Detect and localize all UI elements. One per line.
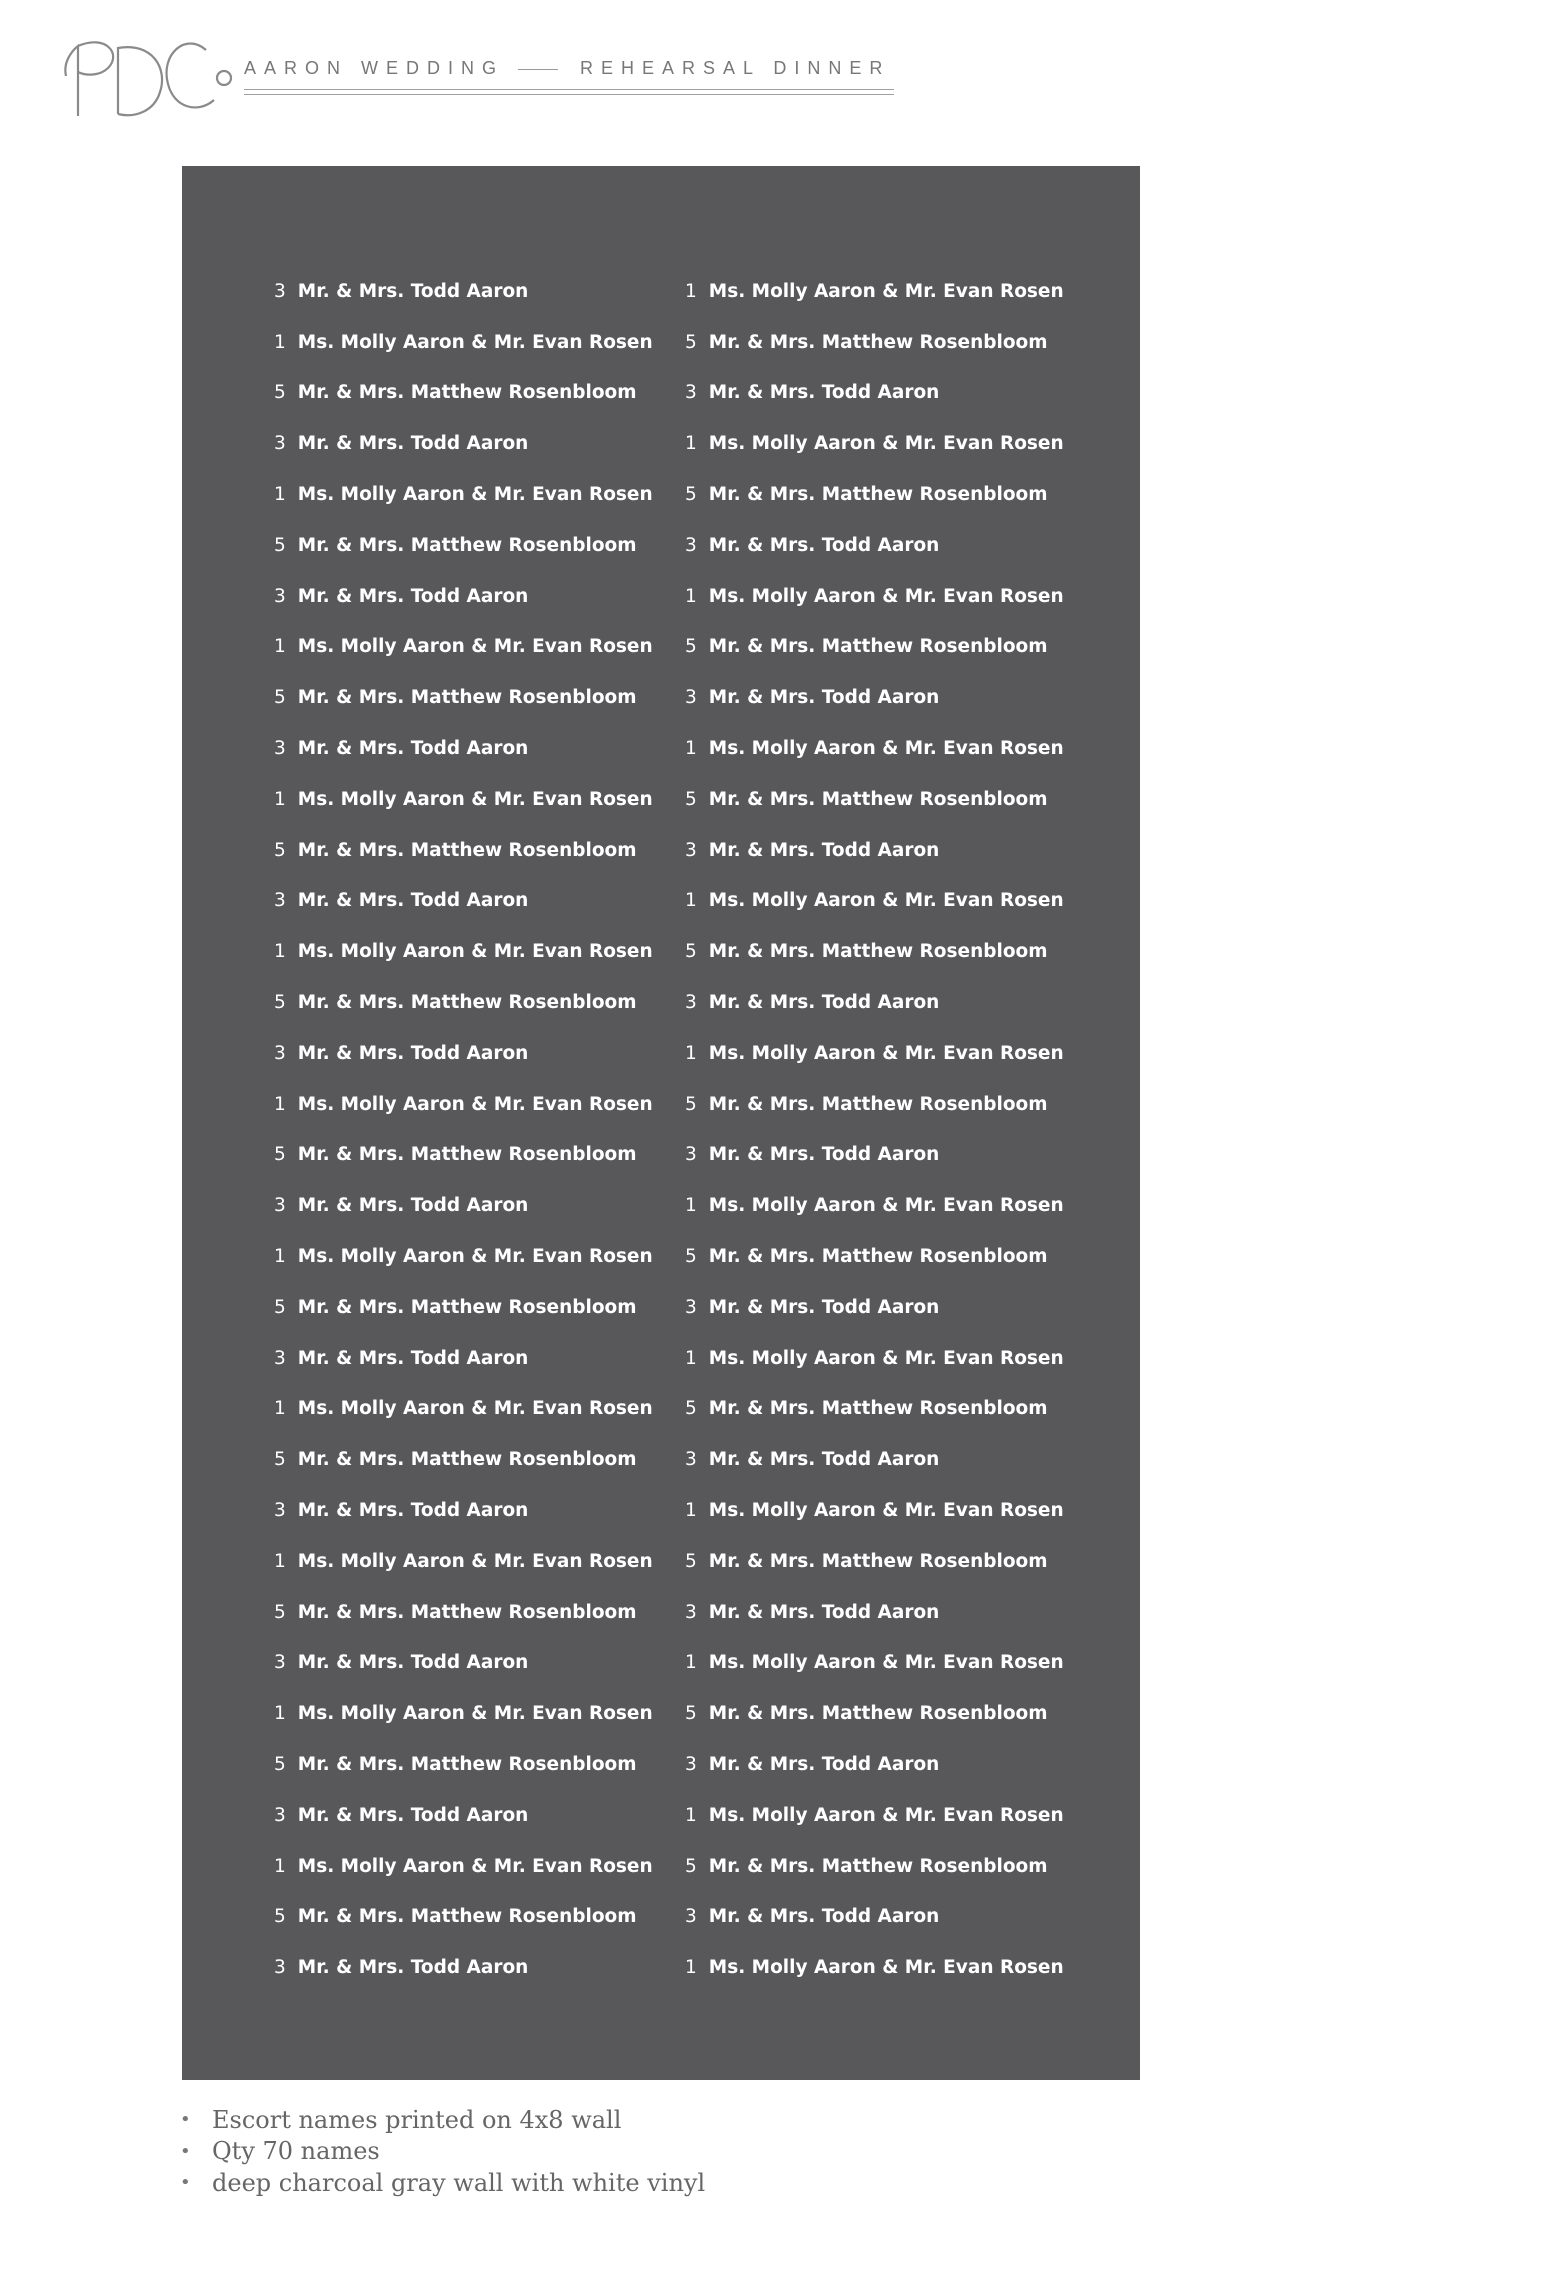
table-number: 1 — [274, 941, 286, 963]
escort-entry — [274, 1130, 653, 1181]
table-number: 5 — [274, 1906, 286, 1928]
guest-names: Ms. Molly Aaron & Mr. Evan Rosen — [297, 1855, 653, 1877]
guest-names: Ms. Molly Aaron & Mr. Evan Rosen — [708, 585, 1064, 607]
guest-names: Mr. & Mrs. Todd Aaron — [708, 1754, 940, 1775]
escort-entry — [274, 1485, 653, 1536]
table-number: 5 — [685, 1703, 697, 1725]
table-number: 5 — [685, 941, 697, 963]
table-number: 1 — [685, 1500, 697, 1522]
guest-names: Ms. Molly Aaron & Mr. Evan Rosen — [297, 636, 653, 658]
title-dash — [518, 69, 558, 70]
guest-names: Mr. & Mrs. Todd Aaron — [297, 1042, 529, 1064]
escort-entry — [274, 1384, 653, 1435]
escort-entry — [274, 1892, 653, 1943]
table-number: 3 — [274, 1652, 286, 1674]
table-number: 3 — [274, 1500, 286, 1522]
table-number: 3 — [685, 1754, 697, 1775]
escort-entry — [274, 266, 653, 317]
table-number: 5 — [685, 1093, 697, 1115]
guest-names: Ms. Molly Aaron & Mr. Evan Rosen — [708, 280, 1064, 302]
escort-entry — [274, 723, 653, 774]
guest-names: Ms. Molly Aaron & Mr. Evan Rosen — [708, 738, 1064, 760]
note-text: Qty 70 names — [212, 2137, 380, 2166]
guest-names: Mr. & Mrs. Todd Aaron — [297, 585, 529, 607]
table-number: 1 — [274, 1550, 286, 1572]
guest-names: Ms. Molly Aaron & Mr. Evan Rosen — [708, 1804, 1064, 1826]
escort-entry — [274, 418, 653, 469]
escort-entry — [685, 469, 1064, 520]
escort-entry — [274, 1942, 653, 1993]
escort-entry — [685, 1231, 1064, 1282]
escort-entry — [274, 977, 653, 1028]
escort-entry — [685, 1790, 1064, 1841]
table-number: 3 — [274, 1804, 286, 1826]
guest-names: Ms. Molly Aaron & Mr. Evan Rosen — [708, 1042, 1064, 1064]
escort-entry — [274, 368, 653, 419]
guest-names: Mr. & Mrs. Matthew Rosenbloom — [708, 788, 1048, 810]
guest-names: Mr. & Mrs. Matthew Rosenbloom — [708, 1550, 1048, 1572]
guest-names: Ms. Molly Aaron & Mr. Evan Rosen — [297, 484, 653, 506]
guest-names: Mr. & Mrs. Matthew Rosenbloom — [708, 1855, 1048, 1877]
escort-entry — [685, 368, 1064, 419]
escort-entry — [685, 1841, 1064, 1892]
table-number: 5 — [685, 1398, 697, 1420]
escort-entry — [685, 571, 1064, 622]
guest-names: Ms. Molly Aaron & Mr. Evan Rosen — [708, 1957, 1064, 1979]
guest-names: Ms. Molly Aaron & Mr. Evan Rosen — [297, 331, 653, 353]
bullet-icon: • — [180, 2172, 191, 2194]
guest-names: Ms. Molly Aaron & Mr. Evan Rosen — [297, 1246, 653, 1268]
table-number: 3 — [685, 839, 697, 861]
table-number: 5 — [274, 1296, 286, 1318]
header-title — [244, 58, 890, 79]
escort-entry — [274, 317, 653, 368]
guest-names: Mr. & Mrs. Todd Aaron — [708, 839, 940, 861]
guest-names: Mr. & Mrs. Matthew Rosenbloom — [708, 1093, 1048, 1115]
guest-names: Mr. & Mrs. Todd Aaron — [297, 1652, 529, 1674]
guest-names: Mr. & Mrs. Matthew Rosenbloom — [297, 687, 637, 709]
guest-names: Ms. Molly Aaron & Mr. Evan Rosen — [297, 941, 653, 963]
table-number: 1 — [685, 890, 697, 912]
guest-names: Mr. & Mrs. Matthew Rosenbloom — [708, 1246, 1048, 1268]
escort-entry — [274, 1434, 653, 1485]
table-number: 5 — [685, 1855, 697, 1877]
escort-entry — [274, 1180, 653, 1231]
table-number: 5 — [274, 382, 286, 404]
escort-entry — [685, 1638, 1064, 1689]
event-name: REHEARSAL DINNER — [580, 58, 891, 78]
escort-entry — [685, 1892, 1064, 1943]
escort-entry — [685, 1688, 1064, 1739]
guest-names: Mr. & Mrs. Todd Aaron — [297, 433, 529, 455]
guest-names: Mr. & Mrs. Todd Aaron — [708, 1449, 940, 1471]
table-number: 1 — [274, 788, 286, 810]
table-number: 5 — [685, 331, 697, 353]
table-number: 5 — [274, 1144, 286, 1166]
escort-entry — [274, 825, 653, 876]
guest-names: Mr. & Mrs. Matthew Rosenbloom — [297, 992, 637, 1014]
escort-entry — [685, 1384, 1064, 1435]
guest-names: Ms. Molly Aaron & Mr. Evan Rosen — [297, 1703, 653, 1725]
header-rule-bottom — [244, 94, 894, 95]
header-rule-top — [244, 89, 894, 90]
guest-names: Ms. Molly Aaron & Mr. Evan Rosen — [297, 1398, 653, 1420]
escort-entry — [274, 1282, 653, 1333]
escort-entry — [685, 672, 1064, 723]
guest-names: Ms. Molly Aaron & Mr. Evan Rosen — [708, 433, 1064, 455]
notes-list — [180, 2104, 705, 2199]
table-number: 3 — [685, 1296, 697, 1318]
escort-entry — [685, 723, 1064, 774]
escort-entry — [685, 266, 1064, 317]
table-number: 1 — [274, 1703, 286, 1725]
client-name: AARON WEDDING — [244, 58, 505, 78]
guest-names: Mr. & Mrs. Todd Aaron — [708, 1144, 940, 1166]
escort-entry — [685, 1739, 1064, 1790]
guest-names: Mr. & Mrs. Matthew Rosenbloom — [297, 382, 637, 404]
escort-entry — [274, 520, 653, 571]
escort-wall — [182, 166, 1140, 2080]
guest-names: Ms. Molly Aaron & Mr. Evan Rosen — [708, 890, 1064, 912]
guest-names: Ms. Molly Aaron & Mr. Evan Rosen — [297, 788, 653, 810]
pdc-logo — [56, 28, 246, 124]
bullet-icon: • — [180, 2140, 191, 2162]
guest-names: Mr. & Mrs. Matthew Rosenbloom — [297, 839, 637, 861]
escort-entry — [685, 1587, 1064, 1638]
table-number: 1 — [685, 433, 697, 455]
guest-names: Mr. & Mrs. Todd Aaron — [708, 1601, 940, 1623]
escort-entry — [685, 876, 1064, 927]
table-number: 3 — [274, 738, 286, 760]
guest-names: Mr. & Mrs. Matthew Rosenbloom — [708, 1703, 1048, 1725]
escort-entry — [274, 1587, 653, 1638]
escort-entry — [274, 1688, 653, 1739]
guest-names: Mr. & Mrs. Matthew Rosenbloom — [297, 1296, 637, 1318]
table-number: 3 — [685, 534, 697, 556]
left-column — [274, 266, 653, 1993]
escort-entry — [274, 1079, 653, 1130]
guest-names: Mr. & Mrs. Todd Aaron — [708, 687, 940, 709]
table-number: 3 — [685, 687, 697, 709]
guest-names: Mr. & Mrs. Todd Aaron — [297, 280, 529, 302]
table-number: 5 — [274, 1754, 286, 1775]
escort-entry — [685, 1130, 1064, 1181]
escort-entry — [274, 774, 653, 825]
guest-names: Mr. & Mrs. Matthew Rosenbloom — [708, 1398, 1048, 1420]
table-number: 3 — [685, 1906, 697, 1928]
guest-names: Mr. & Mrs. Todd Aaron — [297, 738, 529, 760]
escort-entry — [685, 1180, 1064, 1231]
guest-names: Mr. & Mrs. Matthew Rosenbloom — [297, 534, 637, 556]
table-number: 3 — [685, 992, 697, 1014]
guest-names: Mr. & Mrs. Matthew Rosenbloom — [708, 484, 1048, 506]
table-number: 3 — [685, 1601, 697, 1623]
note-item — [180, 2167, 705, 2199]
escort-entry — [685, 1079, 1064, 1130]
bullet-icon: • — [180, 2109, 191, 2131]
table-number: 1 — [274, 1246, 286, 1268]
table-number: 3 — [274, 1042, 286, 1064]
table-number: 5 — [274, 1449, 286, 1471]
table-number: 3 — [685, 1449, 697, 1471]
guest-names: Mr. & Mrs. Matthew Rosenbloom — [708, 331, 1048, 353]
table-number: 3 — [274, 585, 286, 607]
right-column — [685, 266, 1064, 1993]
table-number: 5 — [685, 484, 697, 506]
escort-entry — [274, 926, 653, 977]
table-number: 1 — [274, 1855, 286, 1877]
escort-entry — [685, 977, 1064, 1028]
table-number: 5 — [685, 1550, 697, 1572]
guest-names: Mr. & Mrs. Matthew Rosenbloom — [708, 636, 1048, 658]
escort-entry — [685, 825, 1064, 876]
escort-entry — [685, 622, 1064, 673]
header — [56, 28, 916, 128]
guest-names: Mr. & Mrs. Todd Aaron — [297, 1195, 529, 1217]
table-number: 1 — [274, 1093, 286, 1115]
escort-entry — [274, 1841, 653, 1892]
table-number: 1 — [685, 1347, 697, 1369]
guest-names: Mr. & Mrs. Todd Aaron — [297, 1957, 529, 1979]
table-number: 5 — [685, 636, 697, 658]
escort-entry — [274, 1739, 653, 1790]
escort-entry — [274, 672, 653, 723]
guest-names: Ms. Molly Aaron & Mr. Evan Rosen — [297, 1550, 653, 1572]
escort-entry — [685, 1485, 1064, 1536]
guest-names: Mr. & Mrs. Matthew Rosenbloom — [297, 1754, 637, 1775]
table-number: 1 — [685, 1042, 697, 1064]
table-number: 1 — [274, 484, 286, 506]
escort-entry — [685, 1333, 1064, 1384]
escort-entry — [274, 469, 653, 520]
note-item — [180, 2104, 705, 2136]
table-number: 1 — [685, 1652, 697, 1674]
guest-names: Mr. & Mrs. Matthew Rosenbloom — [297, 1906, 637, 1928]
table-number: 5 — [685, 1246, 697, 1268]
guest-names: Mr. & Mrs. Matthew Rosenbloom — [297, 1144, 637, 1166]
table-number: 1 — [274, 636, 286, 658]
guest-names: Ms. Molly Aaron & Mr. Evan Rosen — [708, 1652, 1064, 1674]
guest-names: Mr. & Mrs. Matthew Rosenbloom — [708, 941, 1048, 963]
table-number: 1 — [685, 1957, 697, 1979]
escort-entry — [274, 1790, 653, 1841]
note-item — [180, 2136, 705, 2168]
guest-names: Ms. Molly Aaron & Mr. Evan Rosen — [297, 1093, 653, 1115]
guest-names: Mr. & Mrs. Todd Aaron — [708, 382, 940, 404]
table-number: 5 — [685, 788, 697, 810]
table-number: 1 — [685, 738, 697, 760]
table-number: 3 — [274, 890, 286, 912]
escort-entry — [685, 1434, 1064, 1485]
table-number: 1 — [685, 1195, 697, 1217]
escort-entry — [274, 1536, 653, 1587]
escort-entry — [685, 1536, 1064, 1587]
escort-entry — [274, 622, 653, 673]
table-number: 5 — [274, 839, 286, 861]
escort-entry — [685, 418, 1064, 469]
escort-entry — [685, 1942, 1064, 1993]
table-number: 3 — [274, 280, 286, 302]
escort-entry — [274, 1028, 653, 1079]
table-number: 1 — [274, 1398, 286, 1420]
guest-names: Ms. Molly Aaron & Mr. Evan Rosen — [708, 1195, 1064, 1217]
table-number: 5 — [274, 992, 286, 1014]
escort-entry — [685, 520, 1064, 571]
table-number: 1 — [685, 1804, 697, 1826]
table-number: 3 — [274, 1195, 286, 1217]
guest-names: Mr. & Mrs. Todd Aaron — [297, 890, 529, 912]
escort-entry — [274, 1638, 653, 1689]
escort-entry — [274, 571, 653, 622]
guest-names: Mr. & Mrs. Todd Aaron — [708, 992, 940, 1014]
table-number: 1 — [685, 280, 697, 302]
table-number: 3 — [274, 1957, 286, 1979]
escort-entry — [274, 1231, 653, 1282]
table-number: 5 — [274, 1601, 286, 1623]
guest-names: Mr. & Mrs. Todd Aaron — [297, 1500, 529, 1522]
guest-names: Ms. Molly Aaron & Mr. Evan Rosen — [708, 1500, 1064, 1522]
table-number: 1 — [685, 585, 697, 607]
table-number: 3 — [274, 433, 286, 455]
table-number: 5 — [274, 534, 286, 556]
escort-entry — [685, 926, 1064, 977]
note-text: Escort names printed on 4x8 wall — [212, 2105, 622, 2134]
guest-names: Mr. & Mrs. Todd Aaron — [708, 1906, 940, 1928]
table-number: 5 — [274, 687, 286, 709]
guest-names: Mr. & Mrs. Matthew Rosenbloom — [297, 1449, 637, 1471]
escort-entry — [274, 1333, 653, 1384]
table-number: 1 — [274, 331, 286, 353]
escort-entry — [685, 1282, 1064, 1333]
note-text: deep charcoal gray wall with white vinyl — [212, 2168, 706, 2197]
guest-names: Mr. & Mrs. Todd Aaron — [708, 1296, 940, 1318]
guest-names: Mr. & Mrs. Matthew Rosenbloom — [297, 1601, 637, 1623]
guest-names: Mr. & Mrs. Todd Aaron — [297, 1347, 529, 1369]
escort-entry — [685, 1028, 1064, 1079]
escort-entry — [685, 317, 1064, 368]
guest-names: Mr. & Mrs. Todd Aaron — [708, 534, 940, 556]
table-number: 3 — [685, 1144, 697, 1166]
table-number: 3 — [685, 382, 697, 404]
guest-names: Ms. Molly Aaron & Mr. Evan Rosen — [708, 1347, 1064, 1369]
escort-entry — [274, 876, 653, 927]
escort-entry — [685, 774, 1064, 825]
guest-names: Mr. & Mrs. Todd Aaron — [297, 1804, 529, 1826]
table-number: 3 — [274, 1347, 286, 1369]
